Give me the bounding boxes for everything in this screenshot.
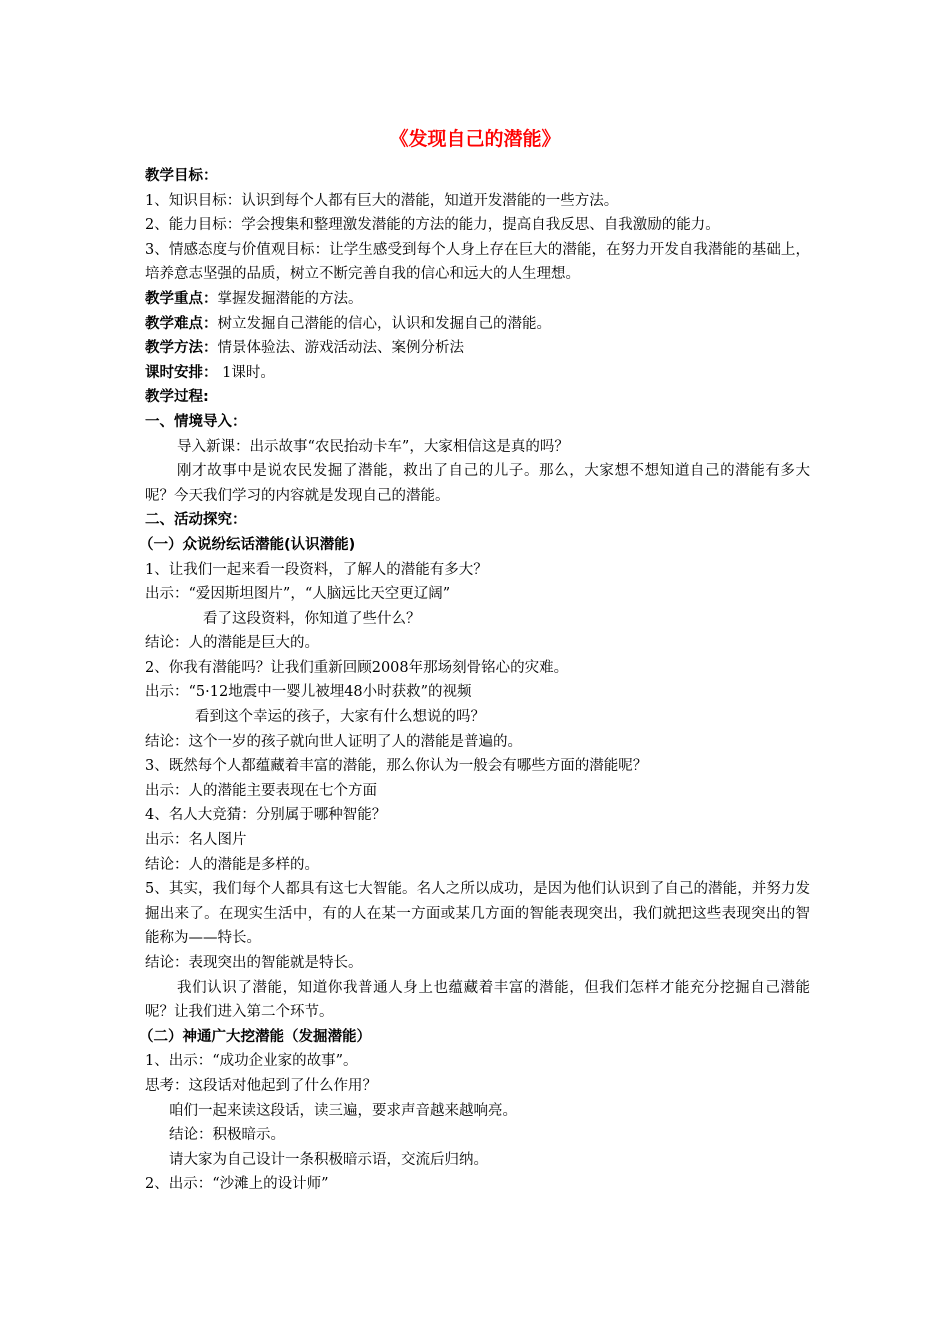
part1-heading: 一、情境导入： [145, 413, 247, 430]
sub1-line: 看到这个幸运的孩子，大家有什么想说的吗？ [195, 709, 485, 726]
sub1-line: 4、名人大竞猜：分别属于哪种智能？ [145, 807, 387, 824]
part1-intro: 导入新课：出示故事“农民抬动卡车”，大家相信这是真的吗？ [177, 438, 569, 455]
document-title: 《发现自己的潜能》 [389, 128, 561, 150]
process-heading: 教学过程: [145, 389, 209, 406]
part2-heading: 二、活动探究： [145, 512, 247, 529]
part1-paragraph: 刚才故事中是说农民发掘了潜能，救出了自己的儿子。那么，大家想不想知道自己的潜能有多大呢？今天我们学习的内容就是发现自己的潜能。 [145, 463, 810, 504]
sub2-line: 请大家为自己设计一条积极暗示语，交流后归纳。 [169, 1151, 488, 1168]
goal-ability: 2、能力目标：学会搜集和整理激发潜能的方法的能力，提高自我反思、自我激励的能力。 [145, 217, 720, 234]
sub1-line: 结论：表现突出的智能就是特长。 [145, 955, 363, 971]
sub1-heading: （一）众说纷纭话潜能(认识潜能) [139, 536, 356, 553]
difficulty-line [145, 312, 810, 337]
goals-heading: 教学目标： [145, 168, 218, 184]
schedule-line [145, 361, 810, 386]
sub2-line: 2、出示：“沙滩上的设计师” [145, 1176, 329, 1193]
sub1-line: 3、既然每个人都蕴藏着丰富的潜能，那么你认为一般会有哪些方面的潜能呢？ [145, 758, 648, 775]
sub2-heading: （二）神通广大挖潜能（发掘潜能） [139, 1028, 371, 1045]
document-body [139, 164, 810, 1197]
sub1-line: 出示：“爱因斯坦图片”，“人脑远比天空更辽阔” [145, 586, 451, 603]
schedule-label: 课时安排： [145, 364, 218, 381]
sub1-line: 出示：人的潜能主要表现在七个方面 [145, 782, 377, 799]
goal-knowledge: 1、知识目标：认识到每个人都有巨大的潜能，知道开发潜能的一些方法。 [145, 192, 619, 209]
sub1-line: 结论：人的潜能是多样的。 [145, 856, 319, 873]
methods-label: 教学方法： [145, 340, 218, 357]
methods-text: 情景体验法、游戏活动法、案例分析法 [217, 340, 464, 357]
key-point-text: 掌握发掘潜能的方法。 [217, 290, 363, 307]
sub2-line: 咱们一起来读这段话，读三遍，要求声音越来越响亮。 [169, 1102, 517, 1119]
methods-line [145, 336, 810, 361]
sub2-line: 思考：这段话对他起到了什么作用？ [145, 1077, 377, 1094]
difficulty-label: 教学难点： [145, 315, 218, 332]
sub1-line: 结论：这个一岁的孩子就向世人证明了人的潜能是普遍的。 [145, 733, 522, 750]
key-point-line [145, 287, 810, 312]
sub1-paragraph: 5、其实，我们每个人都具有这七大智能。名人之所以成功，是因为他们认识到了自己的潜能，并努力发掘出来了。在现实生活中，有的人在某一方面或某几方面的智能表现突出，我们就把这些表现突出的智能称为——特长。 [145, 881, 810, 947]
sub1-paragraph: 我们认识了潜能，知道你我普通人身上也蕴藏着丰富的潜能，但我们怎样才能充分挖掘自己潜能呢？让我们进入第二个环节。 [145, 979, 810, 1021]
key-point-label: 教学重点： [145, 290, 218, 307]
difficulty-text: 树立发掘自己潜能的信心，认识和发掘自己的潜能。 [217, 315, 551, 332]
sub1-line: 出示：“5·12地震中一婴儿被埋48小时获救”的视频 [145, 684, 472, 701]
sub1-line: 1、让我们一起来看一段资料，了解人的潜能有多大？ [145, 561, 488, 578]
sub1-line: 2、你我有潜能吗？让我们重新回顾2008年那场刻骨铭心的灾难。 [145, 659, 569, 676]
schedule-text: 1课时。 [217, 364, 275, 381]
sub1-line: 出示：名人图片 [145, 832, 247, 849]
sub1-line: 结论：人的潜能是巨大的。 [145, 635, 319, 652]
sub1-line: 看了这段资料，你知道了些什么？ [203, 610, 421, 627]
sub2-line: 结论：积极暗示。 [169, 1127, 285, 1144]
sub2-line: 1、出示：“成功企业家的故事”。 [145, 1053, 358, 1070]
goal-attitude: 3、情感态度与价值观目标：让学生感受到每个人身上存在巨大的潜能，在努力开发自我潜能的基础上，培养意志坚强的品质，树立不断完善自我的信心和远大的人生理想。 [145, 241, 810, 283]
